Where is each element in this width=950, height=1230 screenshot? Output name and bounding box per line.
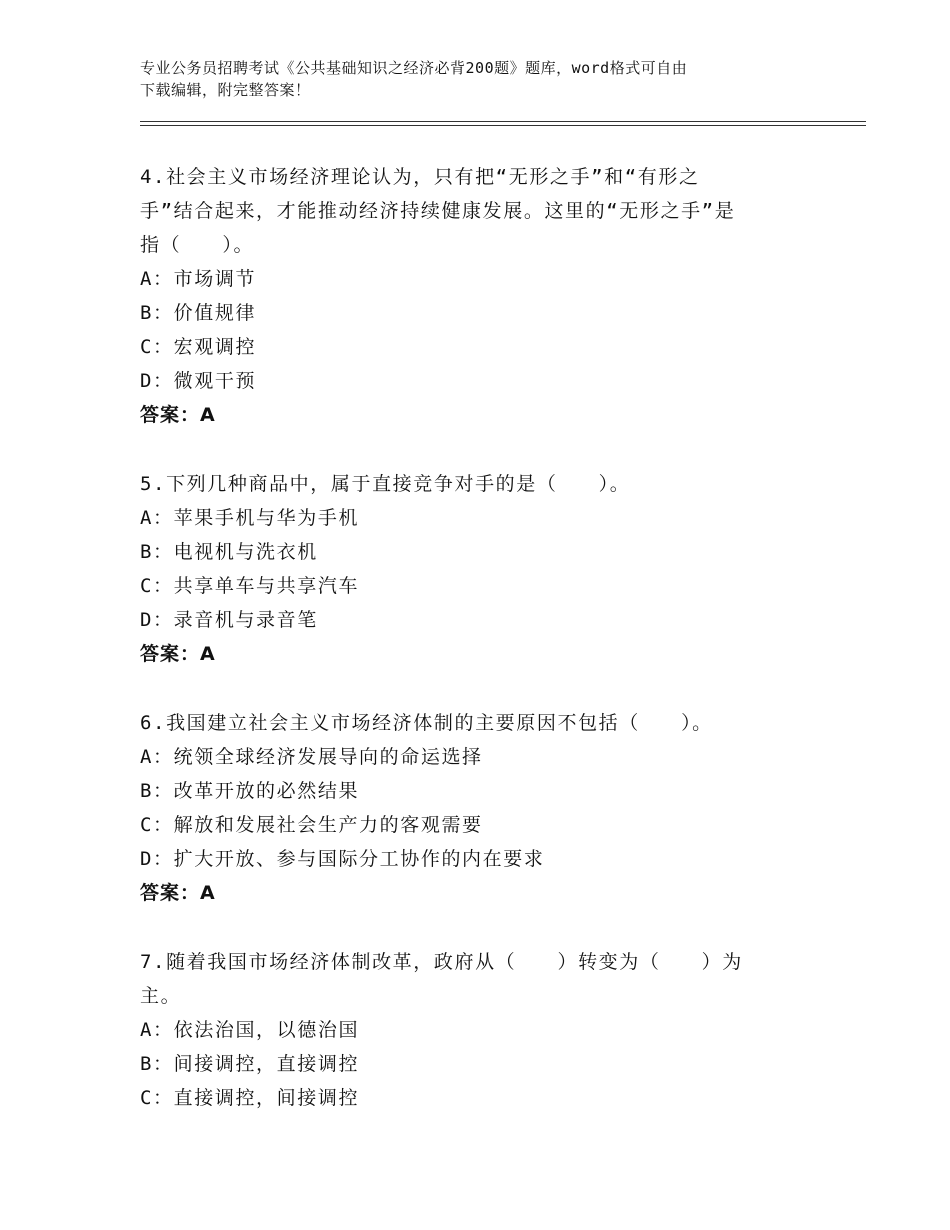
question-stem-line: 7.随着我国市场经济体制改革，政府从（ ）转变为（ ）为 [140, 951, 743, 973]
option-c: C：解放和发展社会生产力的客观需要 [140, 814, 483, 836]
question-stem-line: 6.我国建立社会主义市场经济体制的主要原因不包括（ ）。 [140, 712, 713, 734]
question-stem-line: 指（ ）。 [140, 234, 255, 256]
option-a: A：依法治国，以德治国 [140, 1019, 360, 1041]
question-stem-line: 5.下列几种商品中，属于直接竞争对手的是（ ）。 [140, 473, 631, 495]
option-d: D：微观干预 [140, 370, 257, 392]
option-d: D：录音机与录音笔 [140, 609, 318, 631]
question-stem-line: 4.社会主义市场经济理论认为，只有把“无形之手”和“有形之 [140, 166, 700, 188]
option-b: B：改革开放的必然结果 [140, 780, 360, 802]
option-b: B：电视机与洗衣机 [140, 541, 318, 563]
question-stem-line: 手”结合起来，才能推动经济持续健康发展。这里的“无形之手”是 [140, 200, 736, 222]
option-c: C：直接调控，间接调控 [140, 1087, 360, 1109]
question-5 [140, 467, 820, 671]
question-6 [140, 706, 820, 910]
header-divider-bottom [140, 125, 866, 126]
header-line-2: 下载编辑，附完整答案！ [140, 81, 311, 99]
document-header [140, 57, 830, 101]
answer-line: 答案：A [140, 643, 216, 665]
answer-line: 答案：A [140, 882, 216, 904]
question-7 [140, 945, 820, 1115]
option-a: A：统领全球经济发展导向的命运选择 [140, 746, 483, 768]
option-c: C：宏观调控 [140, 336, 257, 358]
answer-line: 答案：A [140, 404, 216, 426]
question-4 [140, 160, 820, 432]
option-b: B：间接调控，直接调控 [140, 1053, 360, 1075]
option-b: B：价值规律 [140, 302, 257, 324]
header-line-1: 专业公务员招聘考试《公共基础知识之经济必背200题》题库，word格式可自由 [140, 59, 688, 77]
option-c: C：共享单车与共享汽车 [140, 575, 360, 597]
option-d: D：扩大开放、参与国际分工协作的内在要求 [140, 848, 545, 870]
option-a: A：苹果手机与华为手机 [140, 507, 360, 529]
option-a: A：市场调节 [140, 268, 257, 290]
question-stem-line: 主。 [140, 985, 182, 1007]
header-divider-top [140, 121, 866, 122]
